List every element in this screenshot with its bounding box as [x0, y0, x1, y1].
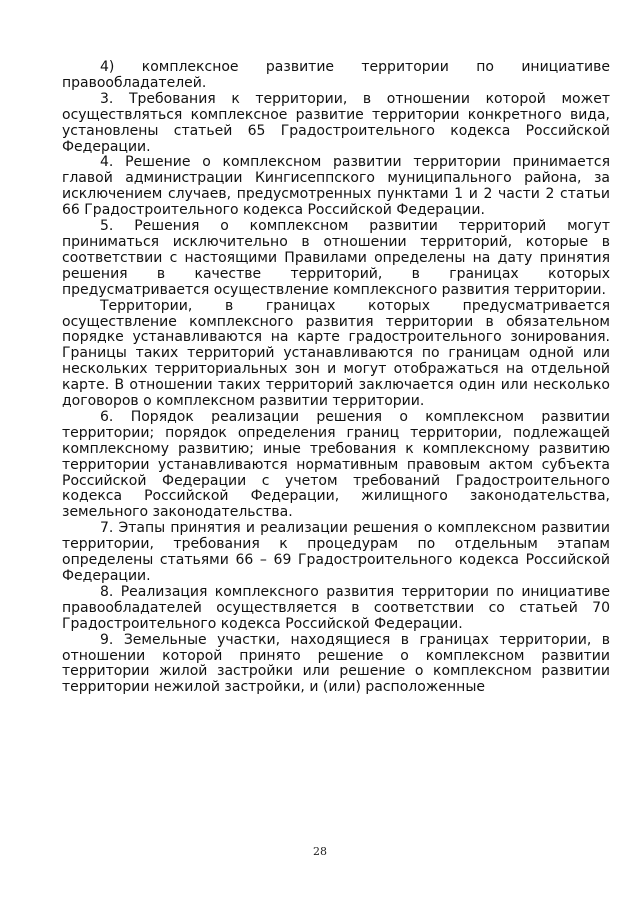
- paragraph-9: 9. Земельные участки, находящиеся в границах территории, в отношении которой принято решение о комплексном развитии территории жилой застройки или решение о комплексном развитии территории нежилой застройки, и (или) расположенные: [62, 631, 610, 696]
- paragraph-5-territories: Территории, в границах которых предусматривается осуществление комплексного развития территории в обязательном порядке устанавливаются на карте градостроительного зонирования. Границы таких территорий устанавливаются по границам одной или нескольких территориальных зон и могут отображаться на отдельной карте. В отношении таких территорий заключается один или несколько договоров о комплексном развитии территории.: [62, 297, 610, 410]
- document-page: [62, 60, 610, 696]
- paragraph-3: 3. Требования к территории, в отношении которой может осуществляться комплексное развитие территории конкретного вида, установлены статьей 65 Градостроительного кодекса Российской Федерации.: [62, 90, 610, 155]
- paragraph-8: 8. Реализация комплексного развития территории по инициативе правообладателей осуществляется в соответствии со статьей 70 Градостроительного кодекса Российской Федерации.: [62, 583, 610, 632]
- paragraph-item-4-continuation: 4) комплексное развитие территории по инициативе правообладателей.: [62, 59, 610, 91]
- paragraph-5: 5. Решения о комплексном развитии территорий могут приниматься исключительно в отношении территорий, которые в соответствии с настоящими Правилами определены на дату принятия решения в качестве территорий, в границах которых предусматривается осуществление комплексного развития территории.: [62, 218, 610, 298]
- paragraph-4: 4. Решение о комплексном развитии территории принимается главой администрации Кингисеппского муниципального района, за исключением случаев, предусмотренных пунктами 1 и 2 части 2 статьи 66 Градостроительного кодекса Российской Федерации.: [62, 154, 610, 219]
- paragraph-7: 7. Этапы принятия и реализации решения о комплексном развитии территории, требования к процедурам по отдельным этапам определены статьями 66 – 69 Градостроительного кодекса Российской Федерации.: [62, 520, 610, 584]
- page-number: 28: [313, 845, 327, 858]
- paragraph-6: 6. Порядок реализации решения о комплексном развитии территории; порядок определения границ территории, подлежащей комплексному развитию; иные требования к комплексному развитию территории устанавливаются нормативным правовым актом субъекта Российской Федерации с учетом требований Градостроительного кодекса Российской Федерации, жилищного законодательства, земельного законодательства.: [62, 408, 610, 521]
